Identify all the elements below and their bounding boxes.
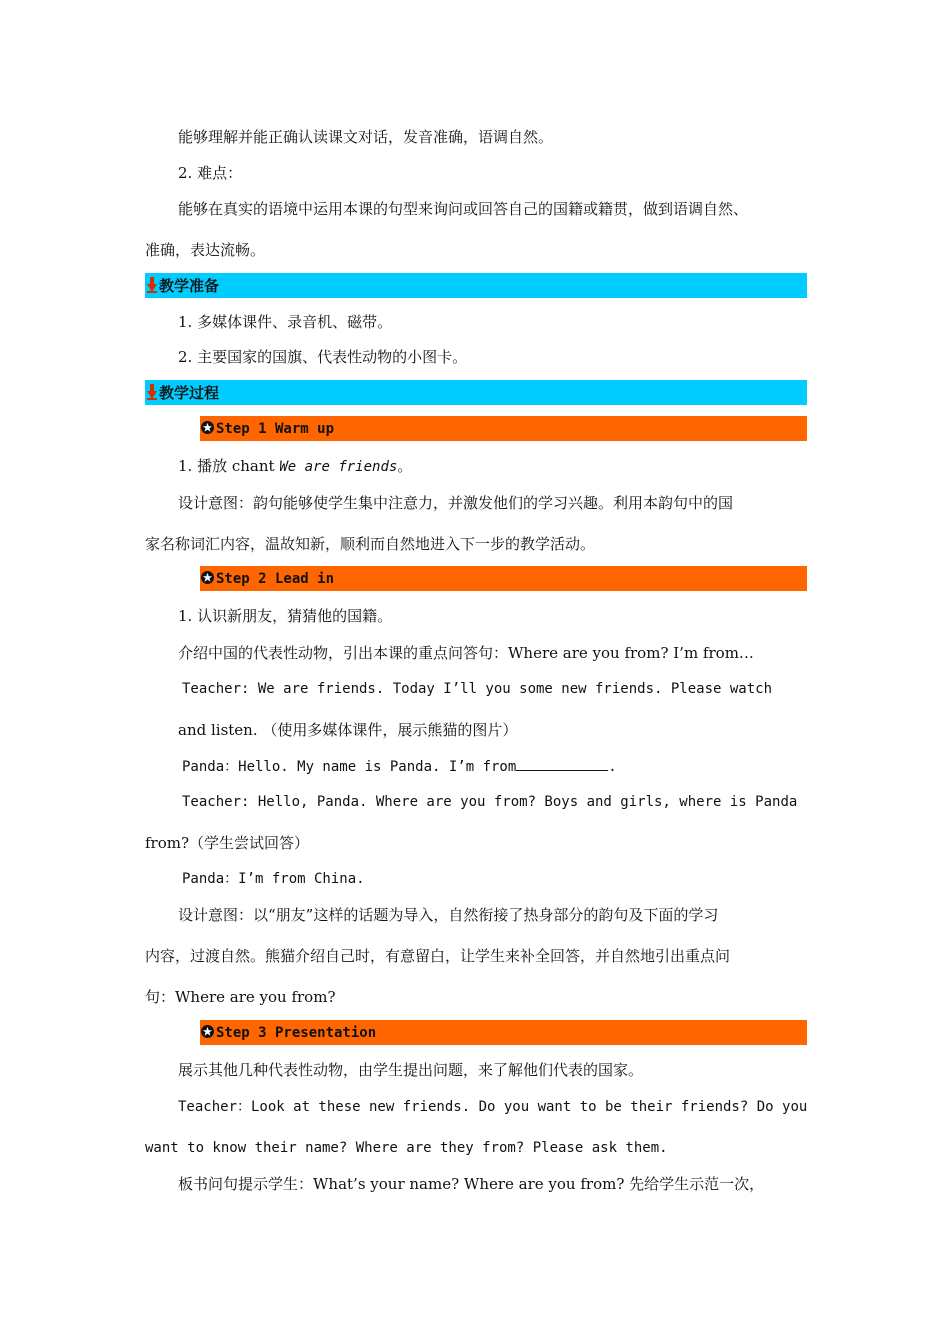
step-header-3 (200, 1020, 807, 1045)
down-arrow-icon (147, 277, 157, 293)
list-item: 2. 主要国家的国旗、代表性动物的小图卡。 (178, 348, 468, 366)
paragraph-line: 板书问句提示学生：What’s your name? Where are you from? 先给学生示范一次， (178, 1175, 765, 1193)
paragraph-line: 介绍中国的代表性动物，引出本课的重点问答句：Where are you from? I’m from… (178, 644, 754, 662)
step-header-2 (200, 566, 807, 591)
dialogue-line: want to know their name? Where are they from? Please ask them. (145, 1140, 668, 1156)
fill-in-blank (516, 756, 608, 771)
dialogue-line: from?（学生尝试回答） (145, 834, 310, 852)
star-bullet-icon (201, 1025, 214, 1038)
step-title: Step 1 Warm up (216, 421, 335, 437)
list-item (178, 456, 412, 477)
step-title: Step 3 Presentation (216, 1025, 377, 1041)
paragraph-line: 设计意图：韵句能够使学生集中注意力，并激发他们的学习兴趣。利用本韵句中的国 (178, 494, 734, 512)
chant-title: We are friends (279, 459, 398, 475)
step-header-1 (200, 416, 807, 441)
paragraph-line: 展示其他几种代表性动物，由学生提出问题，来了解他们代表的国家。 (178, 1061, 644, 1079)
dialogue-text: Panda：Hello. My name is Panda. I’m from (182, 759, 517, 775)
paragraph-line: 能够理解并能正确认读课文对话，发音准确，语调自然。 (178, 128, 554, 146)
list-item: 1. 认识新朋友，猜猜他的国籍。 (178, 607, 393, 625)
section-title: 教学准备 (159, 277, 220, 295)
paragraph-line: 内容，过渡自然。熊猫介绍自己时，有意留白，让学生来补全回答，并自然地引出重点问 (145, 947, 731, 965)
step-title: Step 2 Lead in (216, 571, 335, 587)
list-text: 1. 播放 chant (178, 457, 280, 475)
list-item: 2. 难点： (178, 164, 243, 182)
list-text: 。 (397, 457, 413, 475)
paragraph-line: 准确，表达流畅。 (145, 241, 266, 259)
paragraph-line: 家名称词汇内容，温故知新，顺利而自然地进入下一步的教学活动。 (145, 535, 596, 553)
section-title: 教学过程 (159, 384, 220, 402)
dialogue-line (182, 756, 617, 777)
paragraph-line: 句：Where are you from? (145, 988, 336, 1006)
dialogue-line: Teacher: We are friends. Today I’ll you some new friends. Please watch (182, 681, 773, 697)
dialogue-text: . (608, 759, 617, 775)
star-bullet-icon (201, 421, 214, 434)
dialogue-line: and listen. （使用多媒体课件，展示熊猫的图片） (178, 721, 518, 739)
dialogue-line: Teacher：Look at these new friends. Do you want to be their friends? Do you (178, 1099, 808, 1115)
dialogue-line: Teacher: Hello, Panda. Where are you from? Boys and girls, where is Panda (182, 794, 798, 810)
dialogue-line: Panda：I’m from China. (182, 871, 365, 887)
paragraph-line: 设计意图：以“朋友”这样的话题为导入，自然衔接了热身部分的韵句及下面的学习 (178, 906, 719, 924)
paragraph-line: 能够在真实的语境中运用本课的句型来询问或回答自己的国籍或籍贯，做到语调自然、 (178, 200, 749, 218)
star-bullet-icon (201, 571, 214, 584)
section-header-process (145, 380, 807, 405)
list-item: 1. 多媒体课件、录音机、磁带。 (178, 313, 393, 331)
section-header-prep (145, 273, 807, 298)
down-arrow-icon (147, 384, 157, 400)
